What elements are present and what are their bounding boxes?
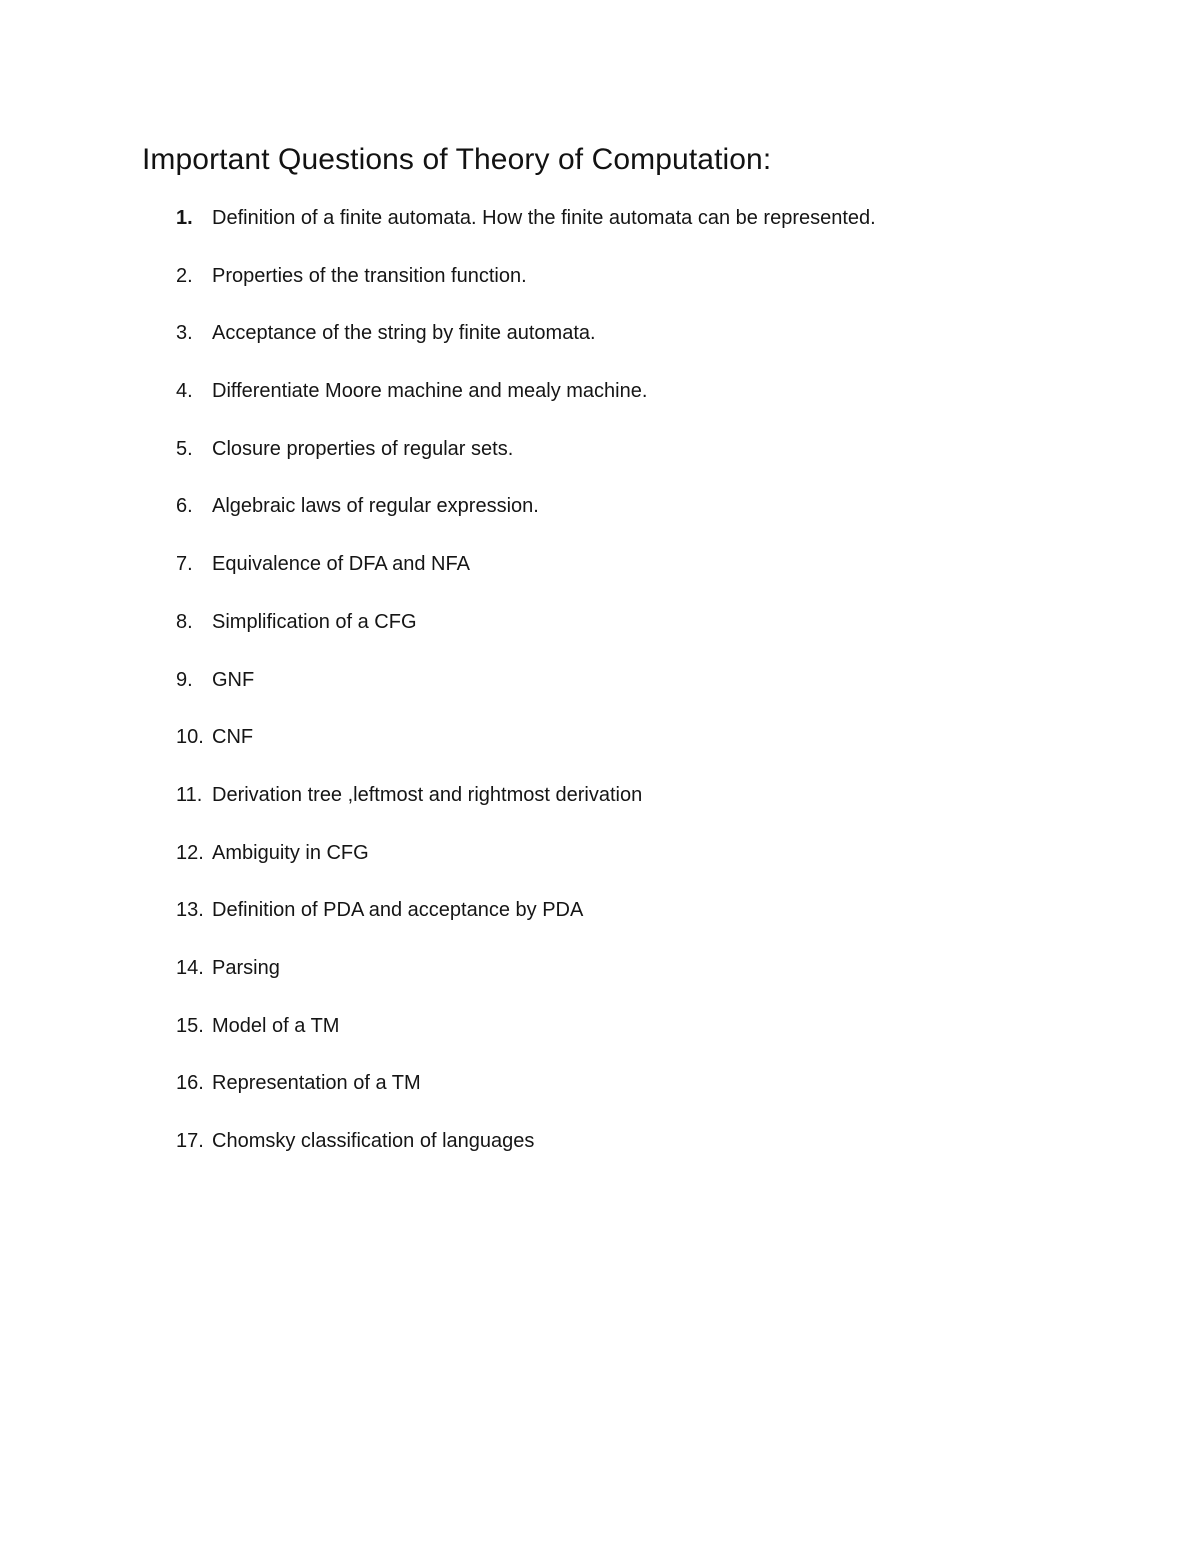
item-number: 10. (176, 726, 204, 749)
item-text: Parsing (212, 956, 280, 979)
item-text: Acceptance of the string by finite automata. (212, 322, 596, 345)
item-number: 17. (176, 1130, 204, 1152)
item-text: Definition of PDA and acceptance by PDA (212, 899, 584, 922)
item-number: 8. (176, 610, 193, 633)
item-number: 16. (176, 1072, 204, 1095)
item-text: Definition of a finite automata. How the finite automata can be represented. (212, 207, 876, 229)
item-number: 2. (176, 264, 193, 287)
item-text: Model of a TM (212, 1014, 340, 1037)
item-text: Chomsky classification of languages (212, 1130, 535, 1152)
item-number: 12. (176, 841, 204, 864)
item-number: 15. (176, 1014, 204, 1037)
item-text: Representation of a TM (212, 1072, 421, 1095)
item-number: 9. (176, 668, 193, 691)
item-text: GNF (212, 668, 255, 691)
item-text: Differentiate Moore machine and mealy machine. (212, 380, 648, 403)
item-number: 13. (176, 899, 204, 922)
item-number: 11. (176, 783, 203, 806)
item-text: Properties of the transition function. (212, 264, 527, 287)
item-number: 6. (176, 495, 193, 518)
item-text: CNF (212, 726, 254, 749)
item-number: 4. (176, 380, 193, 403)
item-number: 3. (176, 322, 193, 345)
item-text: Derivation tree ,leftmost and rightmost derivation (212, 783, 643, 806)
item-number: 5. (176, 437, 193, 460)
item-text: Simplification of a CFG (212, 610, 417, 633)
item-number: 1. (176, 207, 193, 229)
item-text: Ambiguity in CFG (212, 841, 369, 864)
item-number: 14. (176, 956, 204, 979)
document-title: Important Questions of Theory of Computation: (142, 143, 772, 176)
item-number: 7. (176, 553, 193, 576)
item-text: Algebraic laws of regular expression. (212, 495, 539, 518)
item-text: Closure properties of regular sets. (212, 437, 514, 460)
item-text: Equivalence of DFA and NFA (212, 553, 470, 576)
